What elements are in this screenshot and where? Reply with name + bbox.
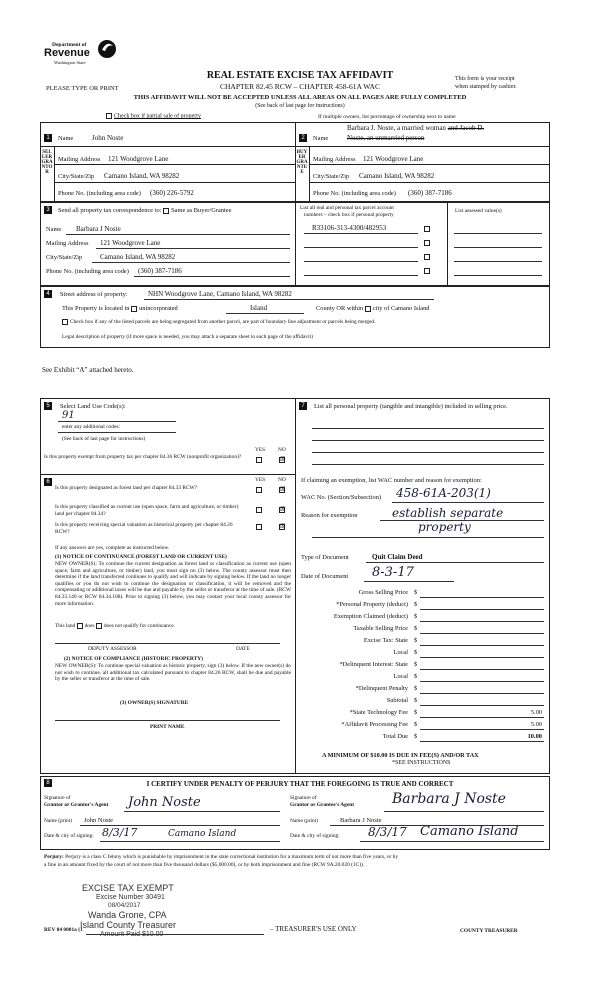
see-instructions: *SEE INSTRUCTIONS <box>392 760 451 766</box>
street-label: Street address of property: <box>60 291 128 298</box>
revenue-logo-icon <box>96 38 118 60</box>
fee-currency: $ <box>414 637 418 644</box>
corr-mail-label: Mailing Address <box>46 240 89 247</box>
stamp-line-4: Wanda Grone, CPA <box>88 910 167 920</box>
buyer-mail-label: Mailing Address <box>313 156 356 163</box>
wac-label: WAC No. (Section/Subsection) <box>301 494 382 501</box>
reason-line-2: property <box>418 520 471 534</box>
fee-label: Taxable Selling Price <box>353 625 408 632</box>
see-back: (See back of last page for instructions) <box>255 103 345 109</box>
grantor-sig-label-1: Signature of <box>44 795 71 801</box>
fee-label: *Delinquent Penalty <box>355 685 408 692</box>
county-value: Island <box>250 304 268 312</box>
corr-city-label: City/State/Zip <box>46 254 83 261</box>
seller-name-label: Name <box>58 135 74 142</box>
buyer-mail: 121 Woodgrove Lane <box>363 155 424 163</box>
parcel-4-checkbox[interactable] <box>424 268 430 274</box>
multiple-owners-note: If multiple owners, list percentage of ownership next to name <box>318 114 456 120</box>
seller-city: Camano Island, WA 98282 <box>104 172 180 180</box>
parcel-header-1: List all real and personal tax parcel account <box>300 205 394 211</box>
grantee-date-label: Date & city of signing: <box>290 833 340 839</box>
fee-label: Excise Tax: State <box>363 637 408 644</box>
section-1-number: 1 <box>44 134 52 142</box>
within-city-checkbox[interactable] <box>365 306 371 312</box>
street-address: NHN Woodgrove Lane, Camano Island, WA 98282 <box>148 290 292 298</box>
same-as-buyer-label: Same as Buyer/Grantee <box>171 207 232 214</box>
buyer-phone-label: Phone No. (including area code) <box>313 190 396 197</box>
legal-description-label: Legal description of property (if more space is needed, you may attach a separate sheet to each page of the affidavit) <box>62 334 313 340</box>
parcel-3-checkbox[interactable] <box>424 254 430 260</box>
historic-no-checkbox[interactable]: ☒ <box>280 524 286 530</box>
partial-sale-checkbox[interactable] <box>106 113 112 119</box>
fee-label: Local <box>393 649 408 656</box>
fee-currency: $ <box>414 661 418 668</box>
additional-codes-label: enter any additional codes: <box>62 424 120 430</box>
wac-number: 458-61A-203(1) <box>396 486 491 500</box>
certify-title: I CERTIFY UNDER PENALTY OF PERJURY THAT THE FOREGOING IS TRUE AND CORRECT <box>146 780 454 788</box>
stamp-line-1: EXCISE TAX EXEMPT <box>82 883 174 893</box>
s6-no: NO <box>278 477 286 483</box>
correspondence-label: Send all property tax correspondence to: <box>58 207 162 214</box>
corr-name: Barbara J Noste <box>76 225 121 233</box>
fee-currency: $ <box>414 685 418 692</box>
seller-mail: 121 Woodgrove Lane <box>108 155 169 163</box>
forest-no-checkbox[interactable]: ☒ <box>280 487 286 493</box>
exempt-question: Is this property exempt from property tax per chapter 84.36 RCW (nonprofit organization)? <box>44 454 242 460</box>
fee-currency: $ <box>414 709 418 716</box>
fee-label: Total Due <box>382 733 408 740</box>
does-qualify-checkbox[interactable] <box>77 623 83 629</box>
grantor-date: 8/3/17 <box>102 826 138 839</box>
grantee-city: Camano Island <box>420 824 519 839</box>
current-use-question: Is this property classified as current use (open space, farm and agriculture, or timber) land per chapter 84.34? <box>55 504 239 517</box>
s6-yes: YES <box>255 477 266 483</box>
partial-sale-label: Check box if partial sale of property <box>114 113 201 120</box>
fee-currency: $ <box>414 733 418 740</box>
corr-phone: (360) 387-7186 <box>138 267 182 275</box>
seller-side-label: SELLER GRANTOR <box>41 150 53 175</box>
unincorporated-label: unincorporated <box>139 305 178 312</box>
same-as-buyer-checkbox[interactable] <box>163 208 169 214</box>
fee-label: *Delinquent Interest: State <box>339 661 408 668</box>
land-use-see-back: (See back of last page for instructions) <box>62 436 146 442</box>
minimum-note: A MINIMUM OF $10.00 IS DUE IN FEE(S) AND/OR TAX <box>322 752 479 759</box>
fee-currency: $ <box>414 625 418 632</box>
parcel-number: R33106-313-4300/482953 <box>312 224 387 232</box>
current-use-no-checkbox[interactable]: ☒ <box>280 507 286 513</box>
seller-mail-label: Mailing Address <box>58 156 101 163</box>
corr-city: Camano Island, WA 98282 <box>100 253 176 261</box>
buyer-city: Camano Island, WA 98282 <box>359 172 435 180</box>
does-not-qualify-checkbox[interactable] <box>96 623 102 629</box>
section-7-number: 7 <box>299 402 307 410</box>
buyer-name-label: Name <box>313 135 329 142</box>
stamp-line-5: Island County Treasurer <box>80 920 177 930</box>
buyer-name-2-struck: Noste, an unmarried person <box>347 134 425 142</box>
land-use-label: Select Land Use Code(s): <box>60 403 126 410</box>
deputy-date-label: DATE <box>236 646 250 652</box>
fee-label: Local <box>393 673 408 680</box>
reason-label: Reason for exemption <box>301 512 358 519</box>
segregated-checkbox[interactable] <box>62 319 68 325</box>
fee-currency: $ <box>414 589 418 596</box>
section-6-number: 6 <box>44 478 52 486</box>
please-type: PLEASE TYPE OR PRINT <box>46 85 119 92</box>
corr-mail: 121 Woodgrove Lane <box>100 239 161 247</box>
print-name-label: PRINT NAME <box>150 724 185 730</box>
parcel-1-checkbox[interactable] <box>424 226 430 232</box>
seller-phone: (360) 226-5792 <box>150 189 194 197</box>
grantee-name-label: Name (print) <box>290 818 318 824</box>
fee-currency: $ <box>414 601 418 608</box>
land-use-no: NO <box>278 447 286 453</box>
reason-line-1: establish separate <box>392 506 504 520</box>
logo-state: Washington State <box>54 60 86 65</box>
if-yes-note: If any answers are yes, complete as instructed below. <box>55 545 170 551</box>
grantee-signature: Barbara J Noste <box>392 791 506 807</box>
section-2-number: 2 <box>299 134 307 142</box>
parcel-header-2: numbers – check box if personal property <box>304 212 394 218</box>
city-of-label: city of Camano Island <box>372 305 430 312</box>
partial-sale-row <box>106 113 201 119</box>
does-not-label: does not qualify for continuance. <box>103 623 175 630</box>
form-title: REAL ESTATE EXCISE TAX AFFIDAVIT <box>206 70 394 81</box>
exempt-no-checkbox[interactable]: ☒ <box>280 457 286 463</box>
seller-city-label: City/State/Zip <box>58 173 95 180</box>
exempt-yes-checkbox[interactable] <box>256 457 262 463</box>
perjury-text-2: a fine in an amount fixed by the court of not more than five thousand dollars ($5,000.00), or by both imprisonment and fine (RCW 9A.20.020 (1C)). <box>44 862 365 868</box>
grantor-city: Camano Island <box>168 829 237 839</box>
county-treasurer-label: COUNTY TREASURER <box>460 928 518 934</box>
perjury-line-1 <box>44 854 398 860</box>
doc-type-label: Type of Document <box>301 554 349 561</box>
corr-name-label: Name <box>46 226 62 233</box>
form-warning: THIS AFFIDAVIT WILL NOT BE ACCEPTED UNLESS ALL AREAS ON ALL PAGES ARE FULLY COMPLETED <box>133 94 467 101</box>
exemption-label: If claiming an exemption, list WAC number and reason for exemption: <box>301 477 482 484</box>
buyer-name-1-struck: and Jacob D. <box>447 124 485 132</box>
section-8-number: 8 <box>44 779 52 787</box>
within-city-row <box>316 305 429 312</box>
exhibit-note: See Exhibit “A” attached hereto. <box>42 366 134 374</box>
notice1-title: (1) NOTICE OF CONTINUANCE (FOREST LAND OR CURRENT USE) <box>55 554 227 560</box>
stamp-line-3: 08/04/2017 <box>108 902 141 909</box>
fee-currency: $ <box>414 697 418 704</box>
logo-revenue: Revenue <box>44 47 90 59</box>
doc-type: Quit Claim Deed <box>372 553 423 561</box>
historic-question: Is this property receiving special valuation as historical property per chapter 84.26 RCW? <box>55 522 233 535</box>
unincorporated-checkbox[interactable] <box>131 306 137 312</box>
grantor-name-label: Name (print) <box>44 818 72 824</box>
grantor-date-label: Date & city of signing: <box>44 833 94 839</box>
current-use-yes-checkbox[interactable] <box>256 507 262 513</box>
form-revision: REV 84 0001a (1 <box>44 927 83 933</box>
fee-label: Exemption Claimed (deduct) <box>333 613 408 620</box>
fee-currency: $ <box>414 613 418 620</box>
located-row <box>62 305 178 312</box>
fee-currency: $ <box>414 721 418 728</box>
historic-yes-checkbox[interactable] <box>256 524 262 530</box>
deputy-assessor-label: DEPUTY ASSESSOR <box>88 646 137 652</box>
parcel-2-checkbox[interactable] <box>424 240 430 246</box>
receipt-note-2: when stamped by cashier. <box>455 84 517 90</box>
segregated-label: Check box if any of the listed parcels are being segregated from another parcel, are part of boundary line adjustment or parcels being merged. <box>70 319 376 326</box>
fee-value: 5.00 <box>530 721 542 728</box>
buyer-name-line1 <box>347 124 484 132</box>
forest-yes-checkbox[interactable] <box>256 487 262 493</box>
notice2-text: NEW OWNER(S): To continue special valuation as historic property, sign (3) below. If the new owner(s) do not wish to continue, all additional tax calculated pursuant to chapter 84.26 RCW, shall be due and payable by the seller or transferor at the time of sale. <box>55 663 291 683</box>
fee-currency: $ <box>414 649 418 656</box>
fee-value: 10.00 <box>527 733 542 740</box>
section-4-number: 4 <box>44 290 52 298</box>
perjury-text-1: Perjury is a class C felony which is punishable by imprisonment in the state correctional institution for a maximum term of not more than five years, or by <box>65 854 399 860</box>
buyer-phone: (360) 387-7186 <box>408 189 452 197</box>
segregated-row <box>62 319 375 325</box>
assessed-header: List assessed value(s) <box>455 208 502 214</box>
grantor-signature: John Noste <box>128 795 201 810</box>
fee-label: Gross Selling Price <box>358 589 408 596</box>
doc-date: 8-3-17 <box>372 565 414 580</box>
fee-value: 5.00 <box>530 709 542 716</box>
county-or-label: County OR within <box>316 305 364 312</box>
correspondence-row <box>58 207 231 214</box>
form-chapter: CHAPTER 82.45 RCW – CHAPTER 458-61A WAC <box>220 82 380 91</box>
land-use-code: 91 <box>62 410 75 421</box>
perjury-label: Perjury: <box>44 854 64 860</box>
this-land-label: This land <box>55 623 76 630</box>
fee-label: *Affidavit Processing Fee <box>341 721 408 728</box>
seller-phone-label: Phone No. (including area code) <box>58 190 141 197</box>
forest-question: Is this property designated as forest land per chapter 84.33 RCW? <box>55 485 198 491</box>
corr-phone-label: Phone No. (including area code) <box>46 268 129 275</box>
fee-label: *State Technology Fee <box>349 709 408 716</box>
does-label: does <box>84 623 95 630</box>
fee-label: *Personal Property (deduct) <box>336 601 408 608</box>
grantor-name: John Noste <box>84 817 114 824</box>
treasurer-use-only: – TREASURER'S USE ONLY <box>270 925 357 933</box>
seller-name: John Noste <box>92 134 124 142</box>
buyer-side-label: BUYER GRANTEE <box>296 150 308 175</box>
land-use-yes: YES <box>255 447 266 453</box>
grantee-sig-label-2: Grantor or Grantee's Agent <box>290 802 355 808</box>
owner-signature-label: (3) OWNER(S) SIGNATURE <box>120 700 189 706</box>
section-3-number: 3 <box>44 206 52 214</box>
fee-label: Subtotal <box>386 697 408 704</box>
notice1-text: NEW OWNER(S): To continue the current designation as forest land or classification as current use (open space, farm and agriculture, or timber) land, you must sign on (3) below. The county assessor must then determine if the land transferred continues to qualify and will indicate by signing below. If the land no longer qualifies or you do not wish to continue the designation or classification, it will be removed and the compensating or additional taxes will be due and payable by the seller or transferor at the time of sale. (RCW 84.33.140 or RCW 84.34.108). Prior to signing (3) below, you may contact your local county assessor for more information. <box>55 561 291 607</box>
receipt-note-1: This form is your receipt <box>455 76 515 82</box>
grantee-date: 8/3/17 <box>368 825 407 839</box>
grantee-sig-label-1: Signature of <box>290 795 317 801</box>
personal-property-label: List all personal property (tangible and intangible) included in selling price. <box>314 403 508 410</box>
grantee-name: Barbara J Noste <box>340 817 382 824</box>
revenue-logo <box>44 38 116 68</box>
section-5-number: 5 <box>44 402 52 410</box>
fee-currency: $ <box>414 673 418 680</box>
logo-dept: Department of <box>52 42 87 48</box>
grantor-sig-label-2: Grantor or Grantor's Agent <box>44 802 109 808</box>
notice2-title: (2) NOTICE OF COMPLIANCE (HISTORIC PROPERTY) <box>64 656 203 662</box>
doc-date-label: Date of Document <box>301 573 349 580</box>
stamp-line-6: Amount Paid $10.00 <box>100 931 164 938</box>
buyer-city-label: City/State/Zip <box>313 173 350 180</box>
stamp-line-2: Excise Number 30491 <box>96 894 165 901</box>
buyer-name-1: Barbara J. Noste, a married woman <box>347 124 446 132</box>
continuance-row <box>55 623 175 629</box>
located-in-label: This Property is located in <box>62 305 130 312</box>
